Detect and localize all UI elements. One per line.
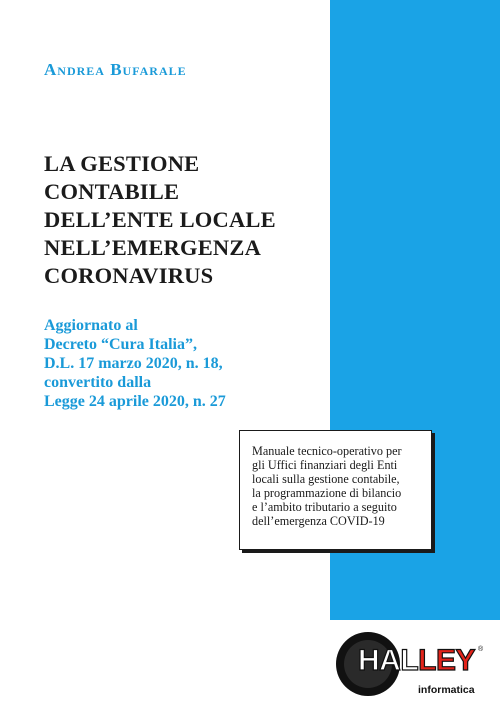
author-name: Andrea Bufarale bbox=[44, 60, 187, 79]
description-line: Manuale tecnico-operativo per bbox=[252, 444, 402, 458]
book-title bbox=[44, 150, 314, 290]
logo-wordmark bbox=[358, 646, 475, 676]
book-subtitle bbox=[44, 316, 304, 411]
logo-prefix: HAL bbox=[358, 644, 419, 677]
description-line: locali sulla gestione contabile, bbox=[252, 472, 400, 486]
logo-tagline: informatica bbox=[418, 684, 475, 696]
title-line: NELL’EMERGENZA bbox=[44, 235, 262, 260]
subtitle-line: Legge 24 aprile 2020, n. 27 bbox=[44, 393, 226, 410]
subtitle-line: Aggiornato al bbox=[44, 317, 138, 334]
description-box bbox=[239, 430, 432, 550]
description-line: la programmazione di bilancio bbox=[252, 486, 402, 500]
logo-suffix: LEY bbox=[418, 644, 476, 677]
title-line: LA GESTIONE bbox=[44, 151, 200, 176]
title-line: DELL’ENTE LOCALE bbox=[44, 207, 276, 232]
description-line: dell’emergenza COVID-19 bbox=[252, 514, 385, 528]
subtitle-line: convertito dalla bbox=[44, 374, 152, 391]
description-line: e l’ambito tributario a seguito bbox=[252, 500, 397, 514]
subtitle-line: D.L. 17 marzo 2020, n. 18, bbox=[44, 355, 223, 372]
publisher-logo bbox=[336, 632, 486, 702]
title-line: CORONAVIRUS bbox=[44, 263, 214, 288]
description-line: gli Uffici finanziari degli Enti bbox=[252, 458, 398, 472]
registered-mark: ® bbox=[478, 646, 484, 653]
title-line: CONTABILE bbox=[44, 179, 180, 204]
subtitle-line: Decreto “Cura Italia”, bbox=[44, 336, 197, 353]
